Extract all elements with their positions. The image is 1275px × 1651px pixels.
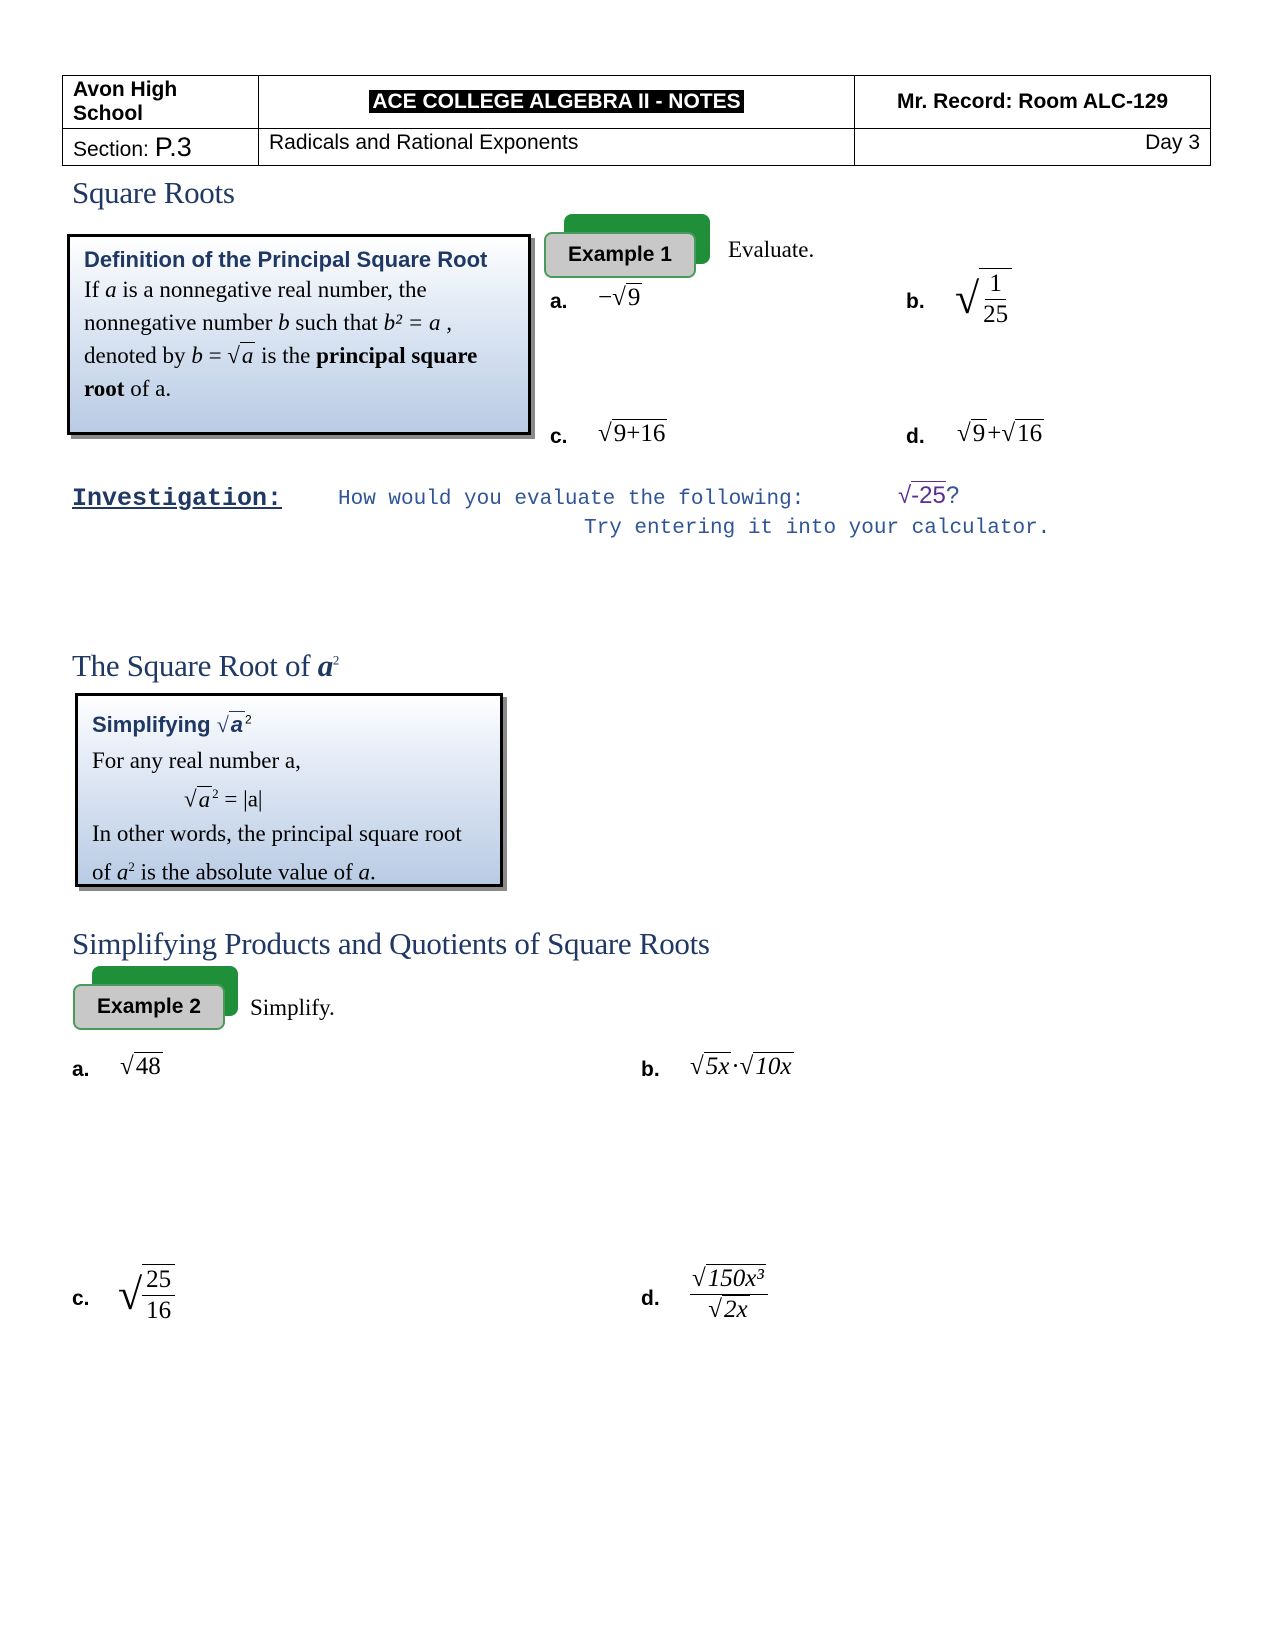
example2-instruction: Simplify. (250, 995, 335, 1020)
radicand: 2x (723, 1296, 748, 1323)
sqrt-icon: √ (1001, 420, 1016, 447)
heading-var: a (317, 648, 333, 683)
sqrt-icon: √ (692, 1265, 706, 1292)
box-line: of $a^2$ is the absolute value of a. (92, 859, 376, 885)
denominator: 25 (983, 301, 1009, 328)
section-cell (63, 129, 259, 166)
example2-b-expr (690, 1053, 794, 1081)
example2-d-label: d. (641, 1287, 660, 1310)
radicand: 10x (755, 1053, 792, 1080)
investigation-label: Investigation: (72, 484, 283, 513)
example1-a-expr (598, 284, 642, 312)
example2-c-expr (118, 1264, 175, 1326)
sqrt-icon: √ (690, 1053, 704, 1080)
radicand: 150x³ (707, 1265, 764, 1292)
heading-exponent: 2 (332, 652, 340, 668)
section-value: P.3 (154, 131, 192, 162)
course-title: ACE COLLEGE ALGEBRA II - NOTES (369, 90, 743, 113)
radicand: 5x (705, 1053, 730, 1080)
sqrt-icon: √ (598, 420, 612, 447)
radicand: 16 (1017, 420, 1043, 447)
definition-box (67, 234, 531, 435)
denominator (704, 1295, 753, 1325)
products-quotients-heading: Simplifying Products and Quotients of Square Roots (72, 926, 710, 961)
investigation-line2: Try entering it into your calculator. (584, 517, 1051, 540)
course-title-cell (259, 76, 855, 129)
box-line: For any real number a, (92, 748, 301, 773)
radicand: 48 (135, 1053, 161, 1080)
fraction (690, 1264, 768, 1325)
fraction (142, 1264, 175, 1326)
box-line: In other words, the principal square root (92, 821, 462, 846)
definition-text (84, 273, 524, 405)
def-text: If (84, 277, 106, 302)
radicand: 9 (972, 420, 986, 447)
heading-text: The Square Root of (72, 648, 318, 683)
def-text: such that (289, 310, 384, 335)
def-var: b (191, 343, 203, 368)
header-table (62, 75, 1211, 166)
def-text: of a. (124, 376, 172, 401)
fraction (979, 268, 1012, 330)
simplifying-box (75, 693, 503, 887)
square-roots-heading: Square Roots (72, 175, 235, 210)
question-mark: ? (945, 482, 960, 509)
example2-a-expr (120, 1053, 163, 1081)
numerator: 1 (985, 269, 1006, 300)
radicand: 9 (627, 284, 641, 311)
radicand: 9+16 (613, 420, 666, 447)
radicand: -25 (911, 482, 946, 509)
sqrt-icon: √ (184, 786, 197, 812)
def-text: is a nonnegative real number, the (116, 277, 427, 302)
school-name: Avon High School (63, 76, 259, 129)
def-text: = (202, 343, 228, 368)
simplifying-title: Simplifying √a $^2$ (92, 712, 252, 737)
example1-b-label: b. (906, 290, 925, 313)
example1-d-expr (957, 420, 1044, 448)
sqrt-icon: √ (227, 343, 240, 368)
simplifying-text (92, 744, 492, 889)
example1-b-expr (955, 268, 1012, 330)
example1-a-label: a. (550, 290, 568, 313)
plus-sign: + (987, 420, 1002, 447)
def-equation: b² = a , (383, 310, 452, 335)
radicand: a (230, 712, 244, 737)
example2-c-label: c. (72, 1287, 90, 1310)
def-text: denoted by (84, 343, 192, 368)
sqrt-icon: √ (612, 284, 626, 311)
section-label: Section: (73, 137, 155, 161)
def-text: is the (255, 343, 317, 368)
sqrt-icon: √ (216, 712, 229, 737)
definition-title: Definition of the Principal Square Root (84, 247, 488, 272)
radicand: a (241, 343, 254, 368)
box-text: . (369, 859, 376, 885)
denominator: 16 (146, 1297, 172, 1324)
investigation-expr (898, 482, 959, 510)
equation-rhs: = |a| (224, 786, 263, 812)
def-var: a (105, 277, 117, 302)
example2-a-label: a. (72, 1058, 90, 1081)
numerator (690, 1264, 768, 1295)
example1-instruction: Evaluate. (728, 237, 815, 262)
example1-d-label: d. (906, 425, 925, 448)
example2-b-label: b. (641, 1058, 660, 1081)
minus-sign: − (598, 284, 613, 311)
numerator: 25 (142, 1265, 175, 1296)
example2-d-expr (690, 1264, 768, 1325)
example2-tab: Example 2 (73, 984, 225, 1030)
radicand: a (198, 786, 211, 812)
def-text: nonnegative number (84, 310, 279, 335)
box-text: of (92, 859, 117, 885)
sqrt-icon: √ (898, 482, 912, 509)
box-title-text: Simplifying (92, 712, 217, 737)
def-bold: root (84, 376, 125, 401)
sqrt-icon: √ (120, 1053, 134, 1080)
def-var: b (278, 310, 290, 335)
dot-operator: · (731, 1053, 740, 1080)
sqrt-icon: √ (739, 1053, 754, 1080)
topic: Radicals and Rational Exponents (259, 129, 855, 166)
box-var: a (116, 859, 129, 885)
def-bold: principal square (316, 343, 478, 368)
box-var: a (358, 859, 370, 885)
teacher-room: Mr. Record: Room ALC-129 (855, 76, 1211, 129)
example1-c-expr (598, 420, 667, 448)
sqrt-icon: √ (955, 274, 980, 323)
sqrt-icon: √ (708, 1296, 722, 1323)
day: Day 3 (855, 129, 1211, 166)
box-equation: √a $^2$ = |a| (184, 786, 263, 812)
sqrt-icon: √ (118, 1270, 143, 1319)
example1-tab: Example 1 (544, 232, 696, 278)
sqrt-icon: √ (957, 420, 971, 447)
square-root-a2-heading (72, 648, 339, 684)
example1-c-label: c. (550, 425, 568, 448)
box-text: is the absolute value of (134, 859, 359, 885)
investigation-line1: How would you evaluate the following: (338, 488, 805, 511)
